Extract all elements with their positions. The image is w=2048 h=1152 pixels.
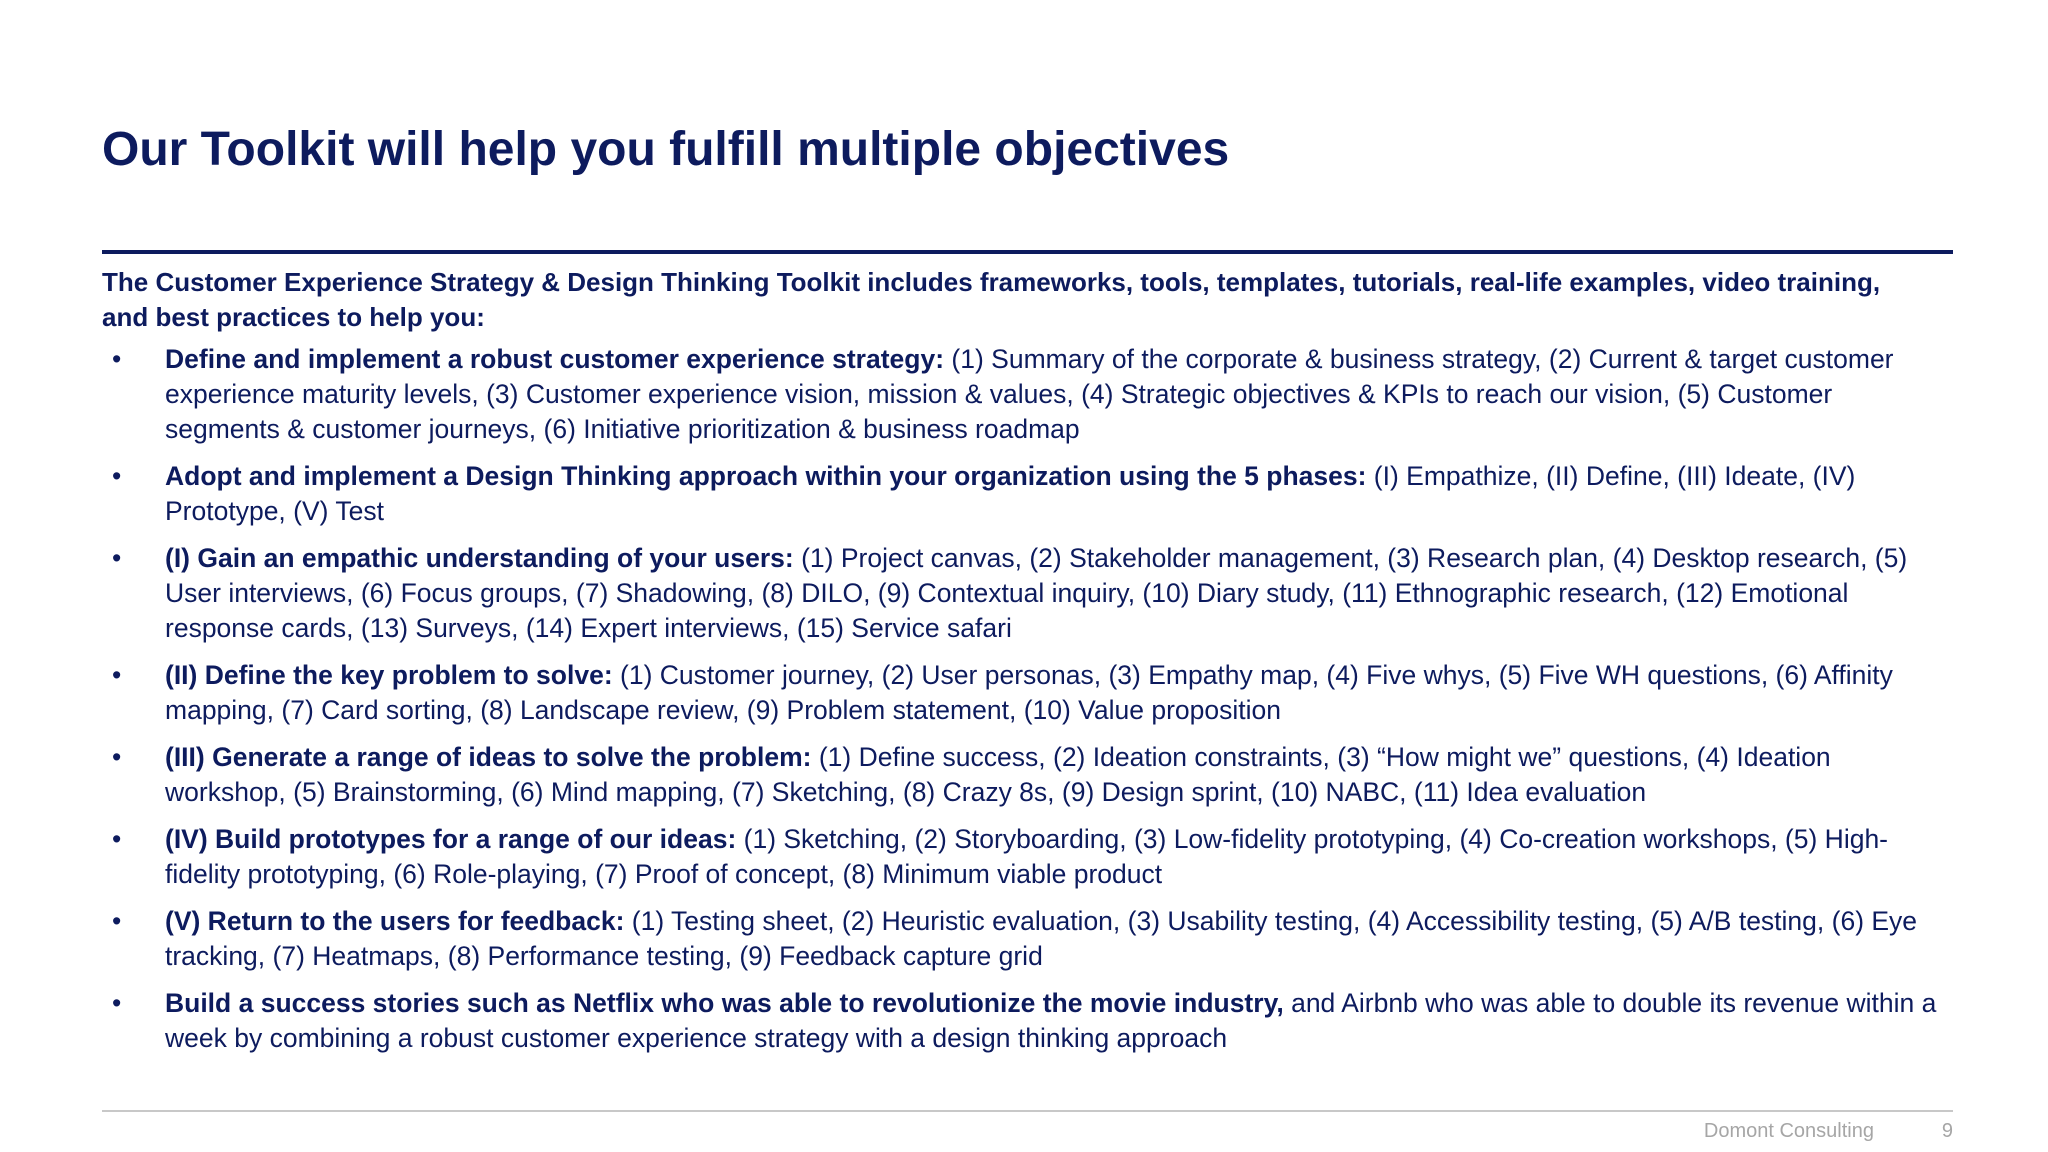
bullet-lead: (V) Return to the users for feedback: bbox=[165, 906, 625, 936]
page-number: 9 bbox=[1941, 1120, 1953, 1142]
bullet-lead: (IV) Build prototypes for a range of our ideas: bbox=[165, 824, 737, 854]
list-item bbox=[102, 459, 1953, 529]
bullet-text: (I) Empathize, (II) Define, (III) Ideate, (IV) Prototype, (V) Test bbox=[165, 461, 1856, 526]
bullet-text: (1) Define success, (2) Ideation constraints, (3) “How might we” questions, (4) Ideation workshop, (5) Brainstorming, (6) Mind mapping, (7) Sketching, (8) Crazy 8s, (9) Design sprint, (10) NABC, (11) Idea evaluation bbox=[165, 742, 1831, 807]
bullet-text: (1) Testing sheet, (2) Heuristic evaluation, (3) Usability testing, (4) Accessibility testing, (5) A/B testing, (6) Eye tracking, (7) Heatmaps, (8) Performance testing, (9) Feedback capture grid bbox=[165, 906, 1918, 971]
bullet-icon: • bbox=[112, 988, 122, 1018]
bullet-text: (1) Sketching, (2) Storyboarding, (3) Low-fidelity prototyping, (4) Co-creation workshops, (5) High-fidelity prototyping, (6) Role-playing, (7) Proof of concept, (8) Minimum viable product bbox=[165, 824, 1889, 889]
bullet-icon: • bbox=[112, 543, 122, 573]
bullet-text: (1) Summary of the corporate & business strategy, (2) Current & target customer experience maturity levels, (3) Customer experience vision, mission & values, (4) Strategic objectives & KPIs to reach our vision, (5) Customer segments & customer journeys, (6) Initiative prioritization & business roadmap bbox=[165, 344, 1894, 444]
footer-divider bbox=[102, 1110, 1953, 1112]
list-item bbox=[102, 904, 1953, 974]
bullet-icon: • bbox=[112, 660, 122, 690]
bullet-icon: • bbox=[112, 344, 122, 374]
bullet-icon: • bbox=[112, 906, 122, 936]
list-item bbox=[102, 822, 1953, 892]
bullet-icon: • bbox=[112, 742, 122, 772]
bullet-text: and Airbnb who was able to double its revenue within a week by combining a robust customer experience strategy with a design thinking approach bbox=[165, 988, 1937, 1053]
title-divider bbox=[102, 250, 1953, 254]
bullet-lead: Adopt and implement a Design Thinking approach within your organization using the 5 phases: bbox=[165, 461, 1367, 491]
bullet-lead: Define and implement a robust customer experience strategy: bbox=[165, 344, 945, 374]
bullet-text: (1) Customer journey, (2) User personas, (3) Empathy map, (4) Five whys, (5) Five WH questions, (6) Affinity mapping, (7) Card sorting, (8) Landscape review, (9) Problem statement, (10) Value proposition bbox=[165, 660, 1893, 725]
bullet-lead: (II) Define the key problem to solve: bbox=[165, 660, 613, 690]
intro-text: The Customer Experience Strategy & Design Thinking Toolkit includes frameworks, tools, templates, tutorials, real-life examples, video training, and best practices to help you: bbox=[102, 267, 1881, 332]
list-item bbox=[102, 658, 1953, 728]
slide-title: Our Toolkit will help you fulfill multiple objectives bbox=[102, 123, 1230, 176]
bullet-lead: (I) Gain an empathic understanding of your users: bbox=[165, 543, 794, 573]
list-item bbox=[102, 740, 1953, 810]
list-item bbox=[102, 986, 1953, 1056]
bullet-lead: Build a success stories such as Netflix who was able to revolutionize the movie industry, bbox=[165, 988, 1284, 1018]
list-item bbox=[102, 342, 1953, 447]
bullet-text: (1) Project canvas, (2) Stakeholder management, (3) Research plan, (4) Desktop research, (5) User interviews, (6) Focus groups, (7) Shadowing, (8) DILO, (9) Contextual inquiry, (10) Diary study, (11) Ethnographic research, (12) Emotional response cards, (13) Surveys, (14) Expert interviews, (15) Service safari bbox=[165, 543, 1908, 643]
objectives-list bbox=[102, 342, 1953, 1068]
bullet-icon: • bbox=[112, 461, 122, 491]
footer-company: Domont Consulting bbox=[1703, 1120, 1874, 1142]
bullet-icon: • bbox=[112, 824, 122, 854]
list-item bbox=[102, 541, 1953, 646]
bullet-lead: (III) Generate a range of ideas to solve the problem: bbox=[165, 742, 812, 772]
